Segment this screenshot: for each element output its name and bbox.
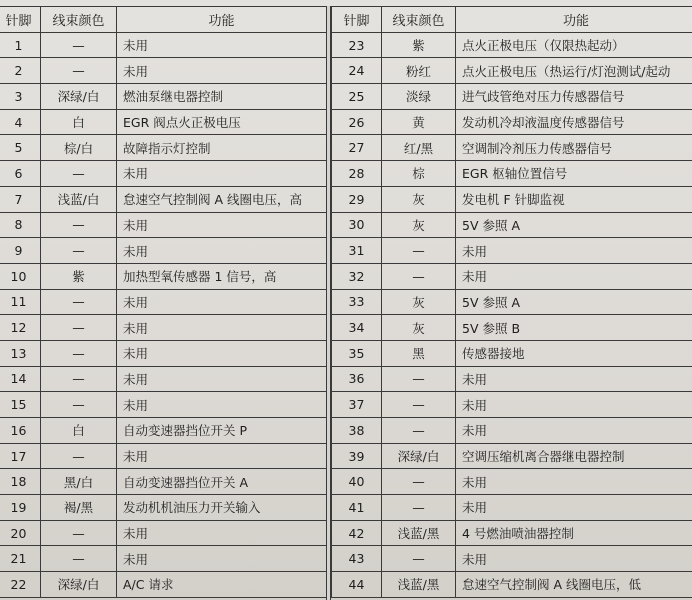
table-row	[0, 289, 327, 315]
wire-color-cell: —	[41, 340, 117, 366]
table-row	[0, 84, 327, 110]
wire-color-cell: —	[41, 32, 117, 58]
header-pin: 针脚	[332, 7, 382, 33]
pin-cell: 3	[0, 84, 41, 110]
wire-color-cell: —	[382, 392, 456, 418]
function-cell: 未用	[117, 392, 327, 418]
function-cell: 未用	[117, 366, 327, 392]
table-row	[0, 340, 327, 366]
wire-color-cell: 白	[41, 109, 117, 135]
wire-color-cell: 浅蓝/黑	[382, 520, 456, 546]
function-cell: 5V 参照 B	[456, 315, 692, 341]
wire-color-cell: 深绿/白	[382, 443, 456, 469]
function-cell: 空调制冷剂压力传感器信号	[456, 135, 692, 161]
wire-color-cell: 黑/白	[41, 469, 117, 495]
table-row	[332, 58, 692, 84]
wire-color-cell: —	[382, 546, 456, 572]
header-color: 线束颜色	[41, 7, 117, 33]
table-row	[332, 109, 692, 135]
function-cell: 发电机 F 针脚监视	[456, 186, 692, 212]
pin-cell: 2	[0, 58, 41, 84]
pin-cell: 1	[0, 32, 41, 58]
pin-table-left	[0, 6, 327, 598]
function-cell: 未用	[117, 315, 327, 341]
function-cell: 5V 参照 A	[456, 212, 692, 238]
function-cell: 怠速空气控制阀 A 线圈电压，高	[117, 186, 327, 212]
wire-color-cell: —	[41, 212, 117, 238]
wire-color-cell: —	[41, 289, 117, 315]
wire-color-cell: —	[41, 546, 117, 572]
function-cell: 未用	[117, 161, 327, 187]
pin-cell: 25	[332, 84, 382, 110]
table-row	[0, 58, 327, 84]
table-row	[332, 520, 692, 546]
pin-cell: 35	[332, 340, 382, 366]
table-row	[0, 212, 327, 238]
wire-color-cell: —	[41, 315, 117, 341]
function-cell: 点火正极电压（热运行/灯泡测试/起动	[456, 58, 692, 84]
header-function: 功能	[117, 7, 327, 33]
wire-color-cell: —	[41, 392, 117, 418]
pin-cell: 12	[0, 315, 41, 341]
function-cell: 未用	[456, 392, 692, 418]
pin-cell: 9	[0, 238, 41, 264]
pin-cell: 13	[0, 340, 41, 366]
table-row	[332, 289, 692, 315]
wire-color-cell: 浅蓝/白	[41, 186, 117, 212]
table-row	[332, 340, 692, 366]
function-cell: 未用	[117, 32, 327, 58]
header-color: 线束颜色	[382, 7, 456, 33]
table-row	[0, 186, 327, 212]
function-cell: 故障指示灯控制	[117, 135, 327, 161]
wire-color-cell: 白	[41, 418, 117, 444]
table-row	[332, 186, 692, 212]
pin-cell: 30	[332, 212, 382, 238]
pin-cell: 4	[0, 109, 41, 135]
table-row	[0, 443, 327, 469]
wire-color-cell: —	[41, 520, 117, 546]
pin-cell: 41	[332, 495, 382, 521]
wire-color-cell: 紫	[41, 263, 117, 289]
table-row	[0, 315, 327, 341]
wire-color-cell: 深绿/白	[41, 84, 117, 110]
table-row	[332, 161, 692, 187]
wire-color-cell: 褐/黑	[41, 495, 117, 521]
wire-color-cell: 黑	[382, 340, 456, 366]
function-cell: 未用	[456, 366, 692, 392]
table-row	[332, 572, 692, 598]
pin-cell: 24	[332, 58, 382, 84]
function-cell: 加热型氧传感器 1 信号，高	[117, 263, 327, 289]
function-cell: 未用	[456, 495, 692, 521]
function-cell: 燃油泵继电器控制	[117, 84, 327, 110]
function-cell: 未用	[117, 340, 327, 366]
pin-cell: 31	[332, 238, 382, 264]
table-row	[332, 469, 692, 495]
wire-color-cell: 红/黑	[382, 135, 456, 161]
function-cell: 怠速空气控制阀 A 线圈电压，低	[456, 572, 692, 598]
function-cell: 空调压缩机离合器继电器控制	[456, 443, 692, 469]
pin-cell: 7	[0, 186, 41, 212]
table-row	[332, 84, 692, 110]
pin-cell: 23	[332, 32, 382, 58]
wire-color-cell: 粉红	[382, 58, 456, 84]
function-cell: 自动变速器挡位开关 P	[117, 418, 327, 444]
pin-cell: 32	[332, 263, 382, 289]
pin-cell: 39	[332, 443, 382, 469]
wire-color-cell: 深绿/白	[41, 572, 117, 598]
wire-color-cell: —	[382, 263, 456, 289]
pin-cell: 33	[332, 289, 382, 315]
function-cell: 自动变速器挡位开关 A	[117, 469, 327, 495]
function-cell: 5V 参照 A	[456, 289, 692, 315]
table-row	[332, 392, 692, 418]
table-row	[332, 495, 692, 521]
table-row	[0, 109, 327, 135]
pin-cell: 26	[332, 109, 382, 135]
function-cell: 未用	[456, 238, 692, 264]
pin-cell: 15	[0, 392, 41, 418]
function-cell: 进气歧管绝对压力传感器信号	[456, 84, 692, 110]
wire-color-cell: —	[382, 238, 456, 264]
table-row	[0, 32, 327, 58]
pin-cell: 40	[332, 469, 382, 495]
pin-cell: 44	[332, 572, 382, 598]
pin-cell: 42	[332, 520, 382, 546]
pin-cell: 18	[0, 469, 41, 495]
function-cell: 发动机机油压力开关输入	[117, 495, 327, 521]
pin-cell: 27	[332, 135, 382, 161]
table-row	[0, 263, 327, 289]
function-cell: 未用	[117, 546, 327, 572]
table-row	[0, 392, 327, 418]
table-row	[332, 263, 692, 289]
function-cell: 4 号燃油喷油器控制	[456, 520, 692, 546]
pin-cell: 34	[332, 315, 382, 341]
wire-color-cell: 灰	[382, 315, 456, 341]
function-cell: EGR 阀点火正极电压	[117, 109, 327, 135]
pin-cell: 38	[332, 418, 382, 444]
wire-color-cell: 紫	[382, 32, 456, 58]
wire-color-cell: 灰	[382, 186, 456, 212]
table-row	[0, 135, 327, 161]
table-row	[332, 238, 692, 264]
function-cell: 未用	[117, 212, 327, 238]
table-row	[0, 469, 327, 495]
table-row	[0, 418, 327, 444]
function-cell: 未用	[456, 263, 692, 289]
function-cell: 未用	[117, 520, 327, 546]
wire-color-cell: —	[382, 418, 456, 444]
pin-cell: 37	[332, 392, 382, 418]
function-cell: EGR 枢轴位置信号	[456, 161, 692, 187]
pin-cell: 17	[0, 443, 41, 469]
pin-cell: 20	[0, 520, 41, 546]
pin-cell: 19	[0, 495, 41, 521]
pin-cell: 11	[0, 289, 41, 315]
wire-color-cell: 淡绿	[382, 84, 456, 110]
function-cell: 未用	[117, 58, 327, 84]
pin-cell: 8	[0, 212, 41, 238]
pin-cell: 10	[0, 263, 41, 289]
function-cell: 未用	[117, 289, 327, 315]
pin-cell: 36	[332, 366, 382, 392]
function-cell: 点火正极电压（仅限热起动）	[456, 32, 692, 58]
wire-color-cell: 棕/白	[41, 135, 117, 161]
function-cell: 未用	[456, 469, 692, 495]
function-cell: 未用	[117, 443, 327, 469]
wire-color-cell: 棕	[382, 161, 456, 187]
pin-cell: 28	[332, 161, 382, 187]
function-cell: 未用	[117, 238, 327, 264]
wire-color-cell: —	[41, 161, 117, 187]
pin-cell: 14	[0, 366, 41, 392]
function-cell: 未用	[456, 546, 692, 572]
pin-cell: 43	[332, 546, 382, 572]
wire-color-cell: —	[41, 58, 117, 84]
table-row	[0, 520, 327, 546]
header-row	[0, 7, 327, 33]
table-row	[332, 315, 692, 341]
header-pin: 针脚	[0, 7, 41, 33]
table-row	[0, 161, 327, 187]
wire-color-cell: 浅蓝/黑	[382, 572, 456, 598]
function-cell: A/C 请求	[117, 572, 327, 598]
header-row	[332, 7, 692, 33]
table-row	[0, 546, 327, 572]
pin-cell: 16	[0, 418, 41, 444]
table-row	[332, 32, 692, 58]
wire-color-cell: 灰	[382, 212, 456, 238]
table-row	[332, 546, 692, 572]
wire-color-cell: —	[41, 443, 117, 469]
table-row	[332, 418, 692, 444]
pin-table-right	[331, 6, 692, 598]
wire-color-cell: —	[382, 469, 456, 495]
wire-color-cell: 黄	[382, 109, 456, 135]
wire-color-cell: —	[41, 238, 117, 264]
table-row	[0, 366, 327, 392]
table-row	[332, 135, 692, 161]
function-cell: 发动机冷却液温度传感器信号	[456, 109, 692, 135]
table-row	[0, 572, 327, 598]
wire-color-cell: —	[382, 366, 456, 392]
pin-cell: 22	[0, 572, 41, 598]
table-row	[0, 495, 327, 521]
wire-color-cell: —	[382, 495, 456, 521]
pin-cell: 21	[0, 546, 41, 572]
pin-cell: 5	[0, 135, 41, 161]
pin-cell: 6	[0, 161, 41, 187]
pin-cell: 29	[332, 186, 382, 212]
function-cell: 传感器接地	[456, 340, 692, 366]
table-row	[332, 366, 692, 392]
header-function: 功能	[456, 7, 692, 33]
function-cell: 未用	[456, 418, 692, 444]
wire-color-cell: 灰	[382, 289, 456, 315]
table-row	[332, 443, 692, 469]
wire-color-cell: —	[41, 366, 117, 392]
table-row	[0, 238, 327, 264]
table-row	[332, 212, 692, 238]
